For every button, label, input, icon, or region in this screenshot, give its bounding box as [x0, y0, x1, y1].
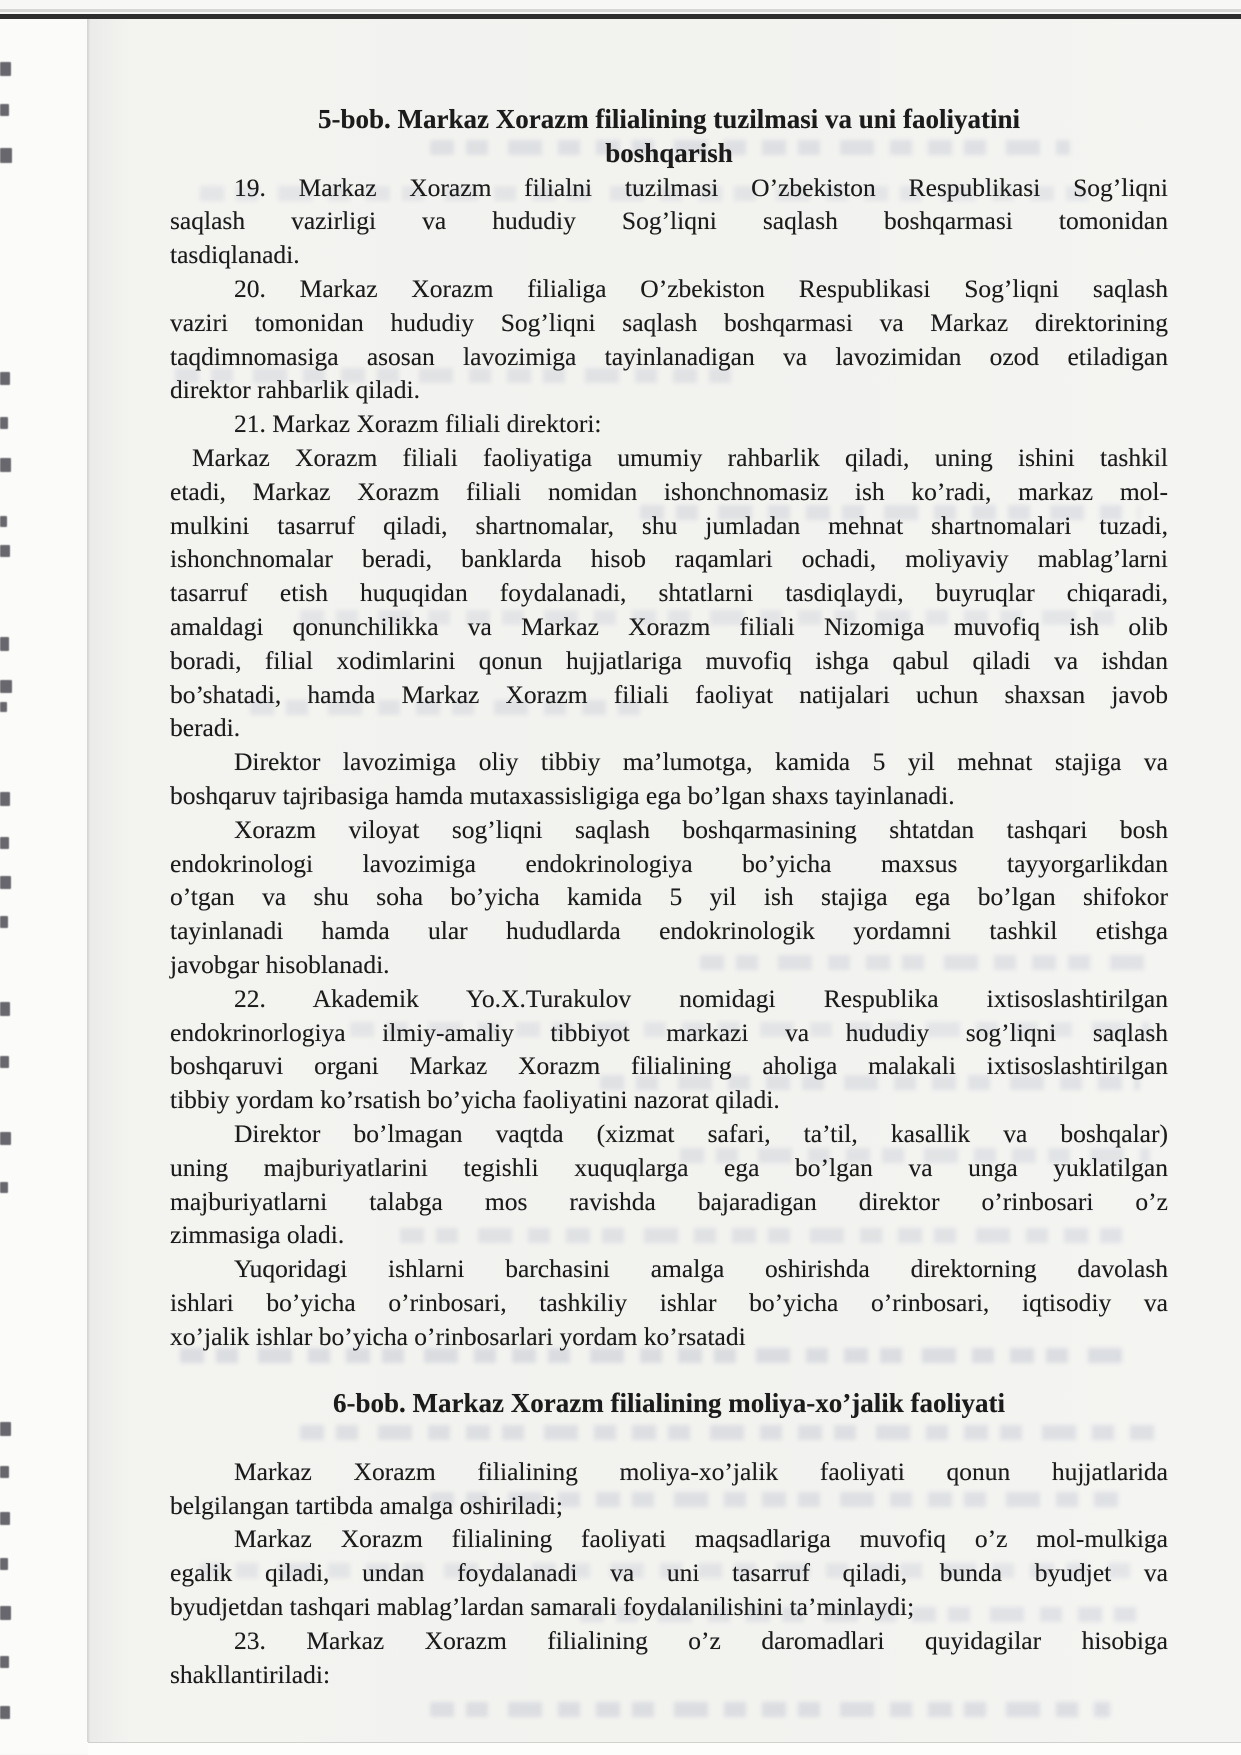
- paragraph: [170, 272, 1168, 407]
- text-line: belgilangan tartibda amalga oshiriladi;: [170, 1490, 563, 1520]
- edge-bleed-mark: [0, 876, 11, 889]
- text-line: zimmasiga oladi.: [170, 1220, 345, 1250]
- paragraph: [170, 171, 1168, 272]
- paragraph: [170, 1522, 1168, 1623]
- text-line: tayinlanadi hamda ular hududlarda endokrinologik yordamni tashkil etishga: [170, 916, 1168, 946]
- edge-bleed-mark: [0, 792, 10, 806]
- text-line: Markaz Xorazm filialining moliya-xo’jalik faoliyati qonun hujjatlarida: [234, 1456, 1168, 1486]
- paragraph: [170, 441, 1168, 745]
- text-line: javobgar hisoblanadi.: [170, 949, 390, 979]
- heading-line: 5-bob. Markaz Xorazm filialining tuzilmasi va uni faoliyatini: [317, 104, 1020, 134]
- edge-bleed-mark: [0, 545, 10, 557]
- paragraph: [170, 1252, 1168, 1353]
- text-line: Direktor bo’lmagan vaqtda (xizmat safari, ta’til, kasallik va boshqalar): [234, 1118, 1168, 1148]
- chapter-5-heading: [170, 103, 1168, 171]
- paragraph: [170, 982, 1168, 1117]
- text-line: boshqaruv tajribasiga hamda mutaxassisligiga ega bo’lgan shaxs tayinlanadi.: [170, 780, 955, 810]
- text-line: vaziri tomonidan hududiy Sog’liqni saqlash boshqarmasi va Markaz direktorining: [170, 307, 1168, 337]
- text-line: o’tgan va shu soha bo’yicha kamida 5 yil ish stajiga ega bo’lgan shifokor: [170, 882, 1168, 912]
- text-line: 23. Markaz Xorazm filialining o’z daromadlari quyidagilar hisobiga: [234, 1625, 1168, 1655]
- paragraph: [170, 407, 1168, 441]
- edge-bleed-mark: [0, 1512, 10, 1525]
- text-line: tasarruf etish huquqidan foydalanadi, shtatlarni tasdiqlaydi, buyruqlar chiqaradi,: [170, 578, 1168, 608]
- edge-bleed-mark: [0, 916, 8, 928]
- edge-bleed-mark: [0, 1002, 10, 1016]
- text-line: ishlari bo’yicha o’rinbosari, tashkiliy ishlar bo’yicha o’rinbosari, iqtisodiy va: [170, 1287, 1168, 1317]
- text-line: byudjetdan tashqari mablag’lardan samarali foydalanilishini ta’minlaydi;: [170, 1592, 915, 1622]
- text-line: tibbiy yordam ko’rsatish bo’yicha faoliyatini nazorat qiladi.: [170, 1085, 780, 1115]
- edge-bleed-mark: [0, 680, 12, 693]
- paragraph: [170, 813, 1168, 982]
- paragraph: [170, 745, 1168, 813]
- text-line: beradi.: [170, 713, 241, 743]
- text-line: shakllantiriladi:: [170, 1659, 331, 1689]
- text-line: egalik qiladi, undan foydalanadi va uni tasarruf qiladi, bunda byudjet va: [170, 1558, 1168, 1588]
- edge-bleed-mark: [0, 702, 7, 712]
- scan-left-margin: [0, 19, 88, 1754]
- paragraph: [170, 1117, 1168, 1252]
- heading-line: 6-bob. Markaz Xorazm filialining moliya-xo’jalik faoliyati: [333, 1388, 1005, 1419]
- text-line: Direktor lavozimiga oliy tibbiy ma’lumotga, kamida 5 yil mehnat stajiga va: [234, 747, 1168, 777]
- text-line: 19. Markaz Xorazm filialni tuzilmasi O’zbekiston Respublikasi Sog’liqni: [234, 172, 1168, 202]
- bleedthrough-artifact: [430, 1702, 1110, 1717]
- text-line: Xorazm viloyat sog’liqni saqlash boshqarmasining shtatdan tashqari bosh: [234, 814, 1168, 844]
- document-content: [170, 103, 1168, 1691]
- text-line: 21. Markaz Xorazm filiali direktori:: [234, 409, 602, 439]
- edge-bleed-mark: [0, 458, 11, 472]
- text-line: boshqaruvi organi Markaz Xorazm filialining aholiga malakali ixtisoslashtirilgan: [170, 1051, 1168, 1081]
- edge-bleed-mark: [0, 148, 12, 163]
- text-line: uning majburiyatlarini tegishli xuquqlarga ega bo’lgan va unga yuklatilgan: [170, 1152, 1168, 1182]
- scan-top-edge-highlight: [0, 9, 1241, 12]
- edge-bleed-mark: [0, 417, 8, 429]
- edge-bleed-mark: [0, 372, 10, 385]
- edge-bleed-mark: [0, 1606, 11, 1620]
- edge-bleed-mark: [0, 837, 9, 849]
- text-line: saqlash vazirligi va hududiy Sog’liqni saqlash boshqarmasi tomonidan: [170, 206, 1168, 236]
- edge-bleed-mark: [0, 1422, 11, 1436]
- text-line: endokrinorlogiya ilmiy-amaliy tibbiyot markazi va hududiy sog’liqni saqlash: [170, 1017, 1168, 1047]
- text-line: ishonchnomalar beradi, banklarda hisob raqamlari ochadi, moliyaviy mablag’larni: [170, 544, 1168, 574]
- document-page: [90, 19, 1241, 1742]
- text-line: 22. Akademik Yo.X.Turakulov nomidagi Respublika ixtisoslashtirilgan: [234, 983, 1168, 1013]
- text-line: etadi, Markaz Xorazm filiali nomidan ishonchnomasiz ish ko’radi, markaz mol-: [170, 476, 1168, 506]
- text-line: bo’shatadi, hamda Markaz Xorazm filiali faoliyat natijalari uchun shaxsan javob: [170, 679, 1168, 709]
- text-line: 20. Markaz Xorazm filialiga O’zbekiston Respublikasi Sog’liqni saqlash: [234, 273, 1168, 303]
- paragraph: [170, 1455, 1168, 1523]
- text-line: tasdiqlanadi.: [170, 240, 300, 270]
- text-line: endokrinologi lavozimiga endokrinologiya bo’yicha maxsus tayyorgarlikdan: [170, 848, 1168, 878]
- edge-bleed-mark: [0, 637, 9, 651]
- edge-bleed-mark: [0, 1466, 9, 1478]
- text-line: boradi, filial xodimlarini qonun hujjatlariga muvofiq ishga qabul qiladi va ishdan: [170, 645, 1168, 675]
- edge-bleed-mark: [0, 62, 11, 76]
- heading-line: boshqarish: [605, 137, 733, 168]
- edge-bleed-mark: [0, 1056, 9, 1068]
- edge-bleed-mark: [0, 1558, 8, 1570]
- scan-bottom-edge: [88, 1742, 1241, 1755]
- edge-bleed-mark: [0, 1182, 8, 1193]
- chapter-6-heading: [170, 1387, 1168, 1421]
- edge-bleed-mark: [0, 104, 9, 116]
- text-line: taqdimnomasiga asosan lavozimiga tayinlanadigan va lavozimidan ozod etiladigan: [170, 341, 1168, 371]
- edge-bleed-mark: [0, 516, 7, 527]
- edge-bleed-mark: [0, 1656, 9, 1668]
- text-line: Yuqoridagi ishlarni barchasini amalga oshirishda direktorning davolash: [234, 1254, 1168, 1284]
- edge-bleed-mark: [0, 1706, 10, 1719]
- text-line: majburiyatlarni talabga mos ravishda bajaradigan direktor o’rinbosari o’z: [170, 1186, 1168, 1216]
- text-line: amaldagi qonunchilikka va Markaz Xorazm filiali Nizomiga muvofiq ish olib: [170, 611, 1168, 641]
- text-line: direktor rahbarlik qiladi.: [170, 375, 420, 405]
- text-line: Markaz Xorazm filialining faoliyati maqsadlariga muvofiq o’z mol-mulkiga: [234, 1524, 1168, 1554]
- text-line: mulkini tasarruf qiladi, shartnomalar, shu jumladan mehnat shartnomalari tuzadi,: [170, 510, 1168, 540]
- text-line: Markaz Xorazm filiali faoliyatiga umumiy rahbarlik qiladi, uning ishini tashkil: [192, 442, 1168, 472]
- text-line: xo’jalik ishlar bo’yicha o’rinbosarlari yordam ko’rsatadi: [170, 1321, 746, 1351]
- edge-bleed-mark: [0, 1132, 11, 1145]
- paragraph: [170, 1624, 1168, 1692]
